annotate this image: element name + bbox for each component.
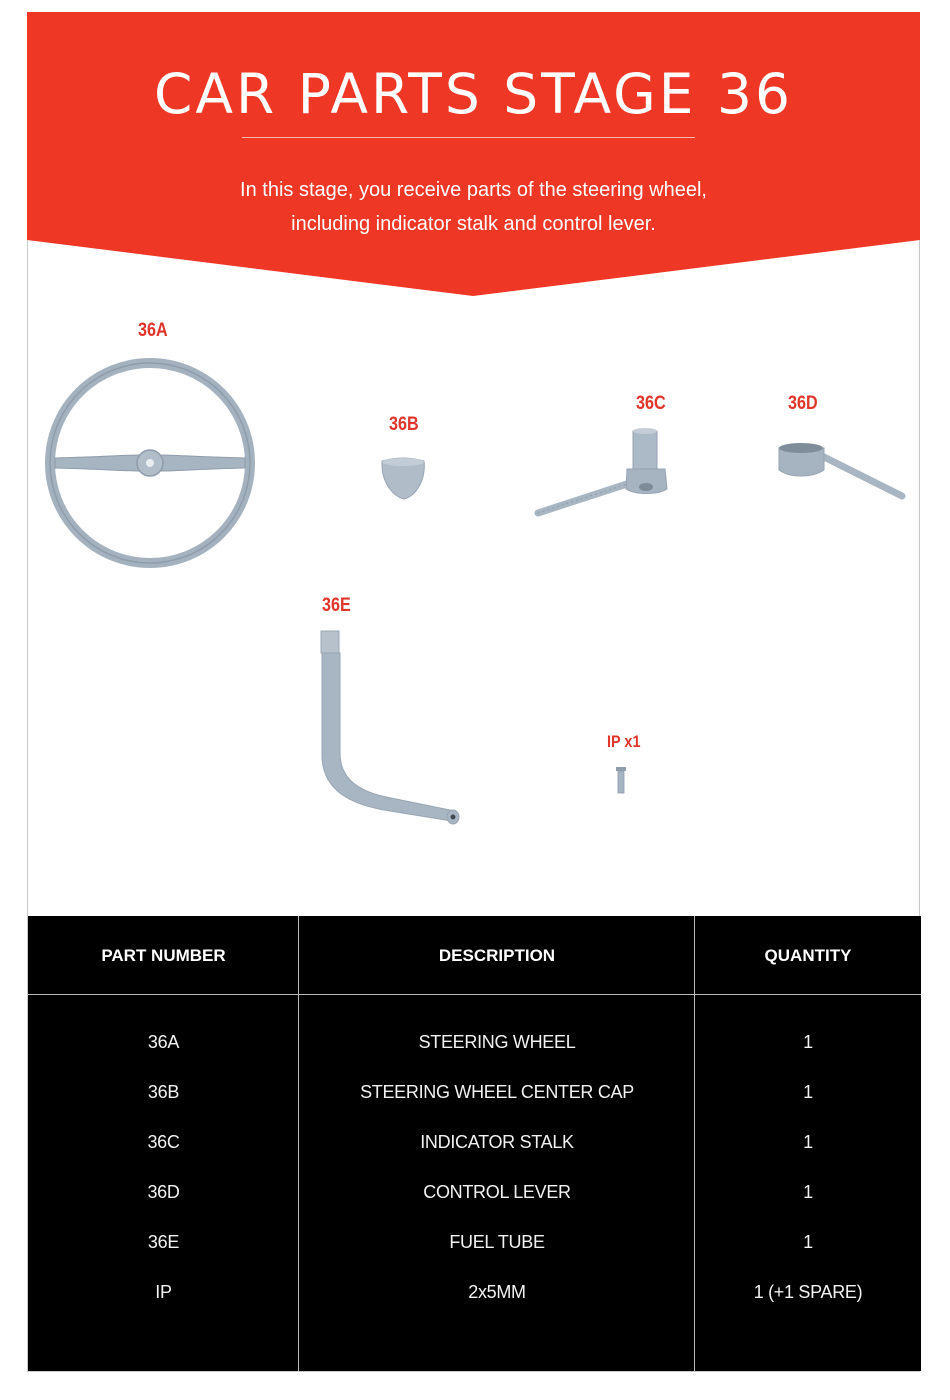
header-part-number: PART NUMBER (101, 946, 226, 965)
row-part: 36E (147, 1232, 180, 1252)
part-label-36b: 36B (389, 414, 419, 435)
center-cap-image (378, 455, 428, 505)
title-divider (242, 137, 695, 138)
row-description: CONTROL LEVER (423, 1182, 571, 1202)
row-part: 36A (147, 1032, 180, 1052)
row-quantity: 1 (803, 1182, 813, 1202)
indicator-stalk-image (530, 425, 680, 525)
row-description: FUEL TUBE (449, 1232, 545, 1252)
page-subtitle (147, 173, 800, 241)
table-row (28, 1182, 921, 1212)
row-description: INDICATOR STALK (420, 1132, 574, 1152)
table-row (28, 1032, 921, 1062)
parts-table (28, 916, 921, 1371)
subtitle-line-2: including indicator stalk and control lever. (291, 213, 656, 235)
row-part: 36D (147, 1182, 180, 1202)
row-description: STEERING WHEEL (418, 1032, 576, 1052)
ip-screw-image (613, 765, 629, 795)
row-quantity: 1 (803, 1232, 813, 1252)
row-description: STEERING WHEEL CENTER CAP (360, 1082, 634, 1102)
part-label-36a: 36A (138, 320, 168, 341)
row-quantity: 1 (803, 1132, 813, 1152)
fuel-tube-image (310, 625, 470, 840)
table-row (28, 1232, 921, 1262)
table-header-rule (28, 994, 921, 995)
row-quantity: 1 (+1 SPARE) (753, 1282, 863, 1302)
control-lever-image (772, 438, 912, 508)
page-title: CAR PARTS STAGE 36 (154, 62, 793, 126)
row-part: IP (155, 1282, 172, 1302)
row-part: 36B (147, 1082, 180, 1102)
header-quantity: QUANTITY (764, 946, 852, 965)
part-label-ip: IP x1 (607, 732, 641, 751)
part-label-36c: 36C (636, 393, 666, 414)
row-quantity: 1 (803, 1032, 813, 1052)
row-description: 2x5MM (468, 1282, 526, 1302)
table-row (28, 1082, 921, 1112)
part-label-36e: 36E (322, 595, 351, 616)
steering-wheel-image (40, 355, 265, 575)
header-description: DESCRIPTION (438, 946, 556, 965)
row-quantity: 1 (803, 1082, 813, 1102)
header-banner (27, 12, 920, 297)
subtitle-line-1: In this stage, you receive parts of the steering wheel, (240, 179, 707, 201)
banner-shape (27, 12, 920, 297)
row-part: 36C (147, 1132, 180, 1152)
part-label-36d: 36D (788, 393, 818, 414)
table-row (28, 1132, 921, 1162)
table-row (28, 1282, 921, 1312)
